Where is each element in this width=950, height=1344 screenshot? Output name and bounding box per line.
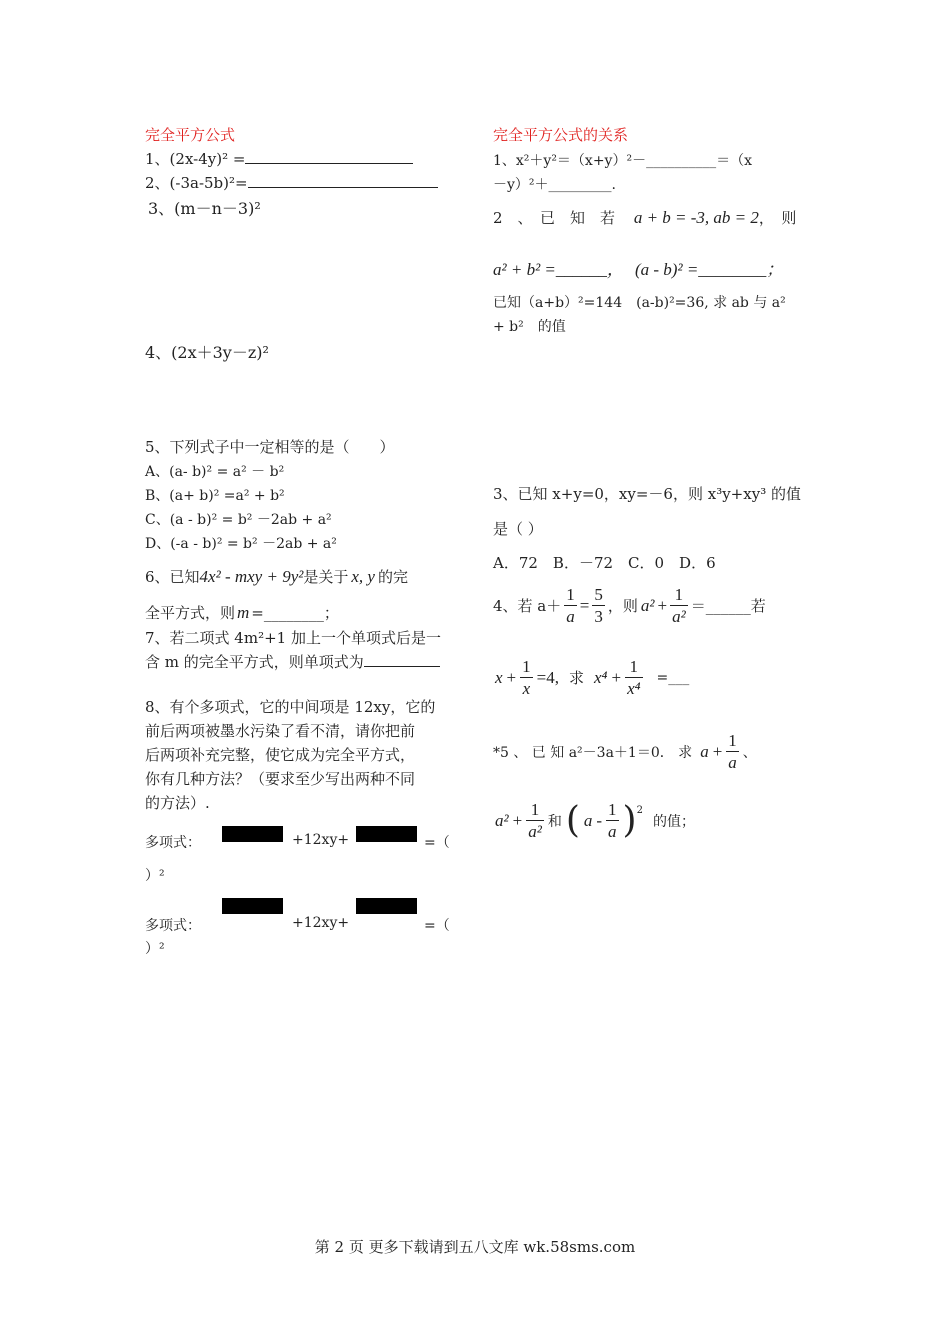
question-5-option-a: A、(a- b)² = a² － b² [145,464,285,480]
right-question-2-part-a: a² + b² =______， [493,260,624,279]
fraction-one-over-a-squared: $\frac{1}{\text{a²}}$ [672,585,686,626]
right-question-2-line1 [493,207,805,228]
right-question-2b-line2: + b² 的值 [493,319,566,335]
question-6-line2-post: =________； [251,604,339,622]
page-footer: 第 2 页 更多下载请到五八文库 wk.58sms.com [314,1238,636,1256]
question-6-line2-pre: 全平方式，则 [145,604,236,622]
right-question-3-line2: 是（ ） [493,520,543,538]
right-question-2-condition: a + b = -3, ab = 2 [633,208,759,227]
right-question-5-line2: a² + $\frac{1}{\text{a²}}$ 和 ( a - $\frac{1}{a}$ ) 2 的值； [495,800,695,841]
question-3: 3、(m－n－3)² [148,199,261,218]
right-question-2-part-b: (a - b)² =________； [634,260,784,279]
fraction-one-over-a: $\frac{1}{a}$ [608,800,617,841]
fraction-one-over-a: $\frac{1}{a}$ [566,585,575,626]
right-question-2b-line1: 已知（a+b）²=144 (a-b)²=36, 求 ab 与 a² [493,295,786,311]
right-question-4-line1: 4、若 a＋ $\frac{1}{a}$ = $\frac{5}{3}$ ，则 a² + $\frac{1}{\text{a²}}$ ＝______若 [493,585,766,626]
polynomial-middle-term: +12xy+ [292,915,350,931]
question-8-line4: 你有几种方法？（要求至少写出两种不同 [145,770,416,788]
polynomial-equals: =（ [424,835,450,851]
question-4: 4、(2x＋3y－z)² [145,343,269,362]
right-question-4-mid: ，则 [607,597,638,615]
fraction-five-thirds: $\frac{5}{3}$ [594,585,603,626]
section-heading-left: 完全平方公式 [145,126,236,144]
right-question-5-pre: *5 、 已 知 a²－3a＋1＝0． 求 [493,744,693,761]
section-heading-right: 完全平方公式的关系 [493,126,629,144]
question-6-line1 [145,566,408,587]
question-2-text: 2、(-3a-5b)²= [145,174,248,192]
right-question-1-line2: －y）²＋_________. [493,177,616,193]
question-6-expression: 4x² - mxy + 9y² [199,567,304,586]
fraction-one-over-x: $\frac{1}{x}$ [522,657,531,698]
answer-blank[interactable] [248,173,438,188]
question-5-option-c: C、(a - b)² = b² －2ab + a² [145,512,332,528]
question-6-mid: 是关于 [303,568,349,586]
fraction-one-over-a-squared: $\frac{1}{\text{a²}}$ [528,800,542,841]
question-5-option-b: B、(a+ b)² =a² + b² [145,488,285,504]
question-6-m: m [237,603,250,622]
right-question-2-pre: 2 、 已 知 若 [493,209,616,227]
question-7-line2 [145,651,440,672]
fraction-one-over-x4: $\frac{1}{\text{x⁴}}$ [627,657,641,698]
question-6-vars: x, y [351,567,375,586]
polynomial-middle-term: +12xy+ [292,832,350,848]
right-question-4-tail: ＝______若 [690,597,766,615]
question-2 [145,172,438,193]
right-question-2-post: ， 则 [758,209,797,227]
question-1-text: 1、(2x-4y)² = [145,150,246,168]
polynomial-label: 多项式： [145,835,201,851]
question-6-line2 [145,602,339,623]
right-question-3-line1: 3、已知 x+y=0，xy=－6，则 x³y+xy³ 的值 [493,485,801,503]
question-5-stem: 5、下列式子中一定相等的是（ ） [145,438,395,456]
question-8-line3: 后两项补充完整，使它成为完全平方式， [145,746,416,764]
polynomial-close: ）² [145,941,165,957]
question-8-line5: 的方法）. [145,794,210,812]
polynomial-label: 多项式： [145,918,201,934]
ink-blot-box [356,898,417,914]
right-question-3-options: A．72 B．－72 C．0 D．6 [493,554,716,572]
question-8 [145,695,435,815]
right-question-1-line1: 1、x²＋y²＝（x+y）²－__________＝（x [493,153,752,169]
question-6-pre: 6、已知 [145,568,200,586]
question-1 [145,148,413,169]
polynomial-equals: =（ [424,918,450,934]
fraction-one-over-a: $\frac{1}{a}$ [728,731,737,772]
ink-blot-box [222,898,283,914]
polynomial-close: ）² [145,868,165,884]
question-7-line2-text: 含 m 的完全平方式，则单项式为 [145,653,364,671]
question-8-line2: 前后两项被墨水污染了看不清，请你把前 [145,722,416,740]
right-question-4-line2: x + $\frac{1}{x}$ =4, 求 x⁴ + $\frac{1}{\text{x⁴}}$ =___ [495,657,690,698]
question-7-line1: 7、若二项式 4m²+1 加上一个单项式后是一 [145,629,441,647]
ink-blot-box [356,826,417,842]
question-5-option-d: D、(-a - b)² = b² －2ab + a² [145,536,337,552]
answer-blank[interactable] [245,149,413,164]
question-6-post: 的完 [377,568,408,586]
ink-blot-box [222,826,283,842]
answer-blank[interactable] [364,652,440,667]
right-question-4-pre: 4、若 a＋ [493,597,562,615]
right-question-2-line2 [493,255,783,280]
right-question-5-line1: *5 、 已 知 a²－3a＋1＝0． 求 a + $\frac{1}{a}$ 、 [493,731,757,772]
question-8-line1: 8、有个多项式，它的中间项是 12xy，它的 [145,698,436,716]
